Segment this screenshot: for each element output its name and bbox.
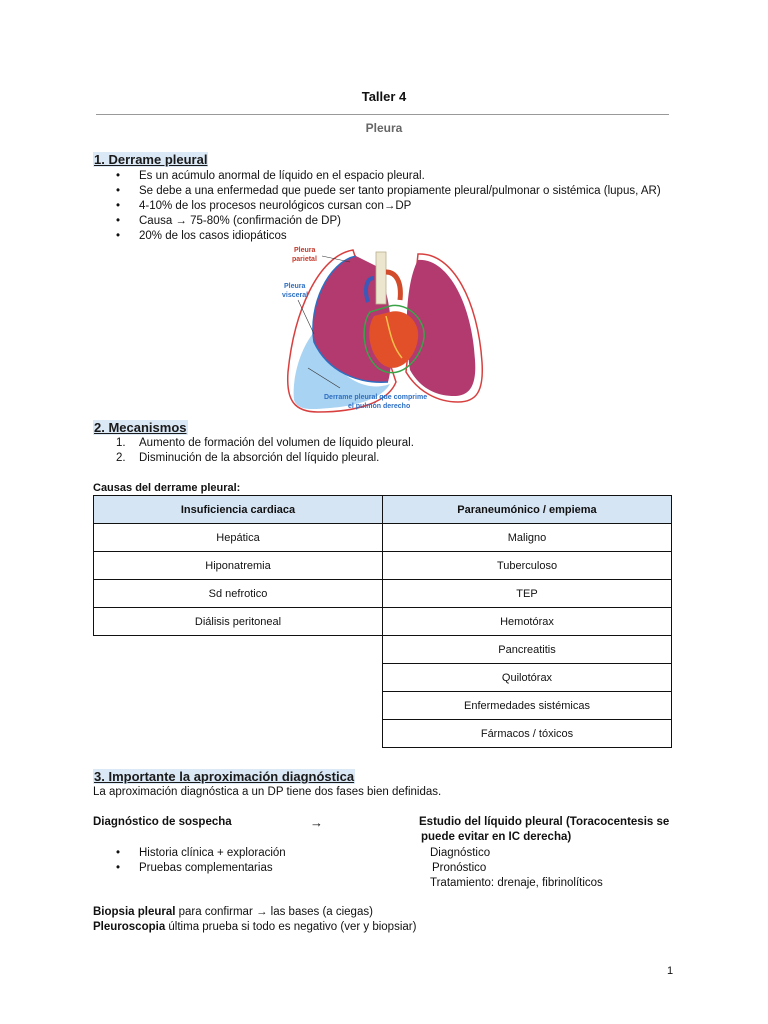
section-2-item: Aumento de formación del volumen de líquido pleural. [139, 437, 414, 449]
table-empty-cell [94, 636, 383, 664]
table-cell: Hiponatremia [94, 552, 383, 580]
right-item: Tratamiento: drenaje, fibrinolíticos [430, 877, 603, 889]
right-title-line-1: Estudio del líquido pleural (Toracocentesis se [419, 816, 670, 828]
bullet-icon: • [116, 215, 121, 227]
left-item: Historia clínica + exploración [139, 847, 286, 859]
right-title-line-2: puede evitar en IC derecha) [421, 831, 572, 843]
arrow-icon: → [310, 815, 323, 830]
bullet-icon: • [116, 185, 121, 197]
table-empty-cell [94, 720, 383, 748]
section-3-intro: La aproximación diagnóstica a un DP tiene dos fases bien definidas. [93, 786, 442, 798]
figure-caption: Derrame pleural que comprime [324, 394, 428, 401]
section-1-bullet: 20% de los casos idiopáticos [139, 230, 287, 242]
table-header: Paraneumónico / empiema [383, 496, 672, 524]
bullet-icon: • [116, 170, 121, 182]
svg-text:parietal: parietal [292, 256, 317, 263]
table-cell: Tuberculoso [383, 552, 672, 580]
pleuroscopia-line: Pleuroscopia última prueba si todo es negativo (ver y biopsiar) [93, 921, 417, 933]
table-cell: Diálisis peritoneal [94, 608, 383, 636]
section-2-item: Disminución de la absorción del líquido pleural. [139, 452, 380, 464]
table-empty-cell [94, 692, 383, 720]
svg-text:visceral: visceral [282, 292, 309, 299]
section-1-bullet: Es un acúmulo anormal de líquido en el espacio pleural. [139, 170, 425, 182]
bullet-icon: • [116, 847, 121, 859]
table-cell: Pancreatitis [383, 636, 672, 664]
list-number: 2. [116, 452, 126, 464]
label-pleura-visceral: Pleura [284, 283, 306, 290]
section-3-heading: 3. Importante la aproximación diagnóstica [94, 769, 355, 784]
biopsia-line: Biopsia pleural para confirmar → las bases (a ciegas) [93, 906, 373, 918]
bullet-icon: • [116, 230, 121, 242]
title-divider [96, 114, 669, 115]
table-empty-cell [94, 664, 383, 692]
section-1-bullet: Se debe a una enfermedad que puede ser tanto propiamente pleural/pulmonar o sistémica (lupus, AR) [139, 185, 661, 197]
table-cell: Maligno [383, 524, 672, 552]
causes-table [93, 495, 672, 748]
table-header: Insuficiencia cardiaca [94, 496, 383, 524]
table-cell: Enfermedades sistémicas [383, 692, 672, 720]
section-1-bullet: 4-10% de los procesos neurológicos cursan con→DP [139, 200, 412, 212]
section-1-bullet: Causa → 75-80% (confirmación de DP) [139, 215, 341, 227]
table-cell: Hepática [94, 524, 383, 552]
bullet-icon: • [116, 862, 121, 874]
right-item: Diagnóstico [430, 847, 491, 859]
left-title: Diagnóstico de sospecha [93, 816, 232, 828]
table-cell: TEP [383, 580, 672, 608]
causes-title: Causas del derrame pleural: [93, 482, 241, 494]
label-pleura-parietal: Pleura [294, 247, 316, 254]
table-cell: Sd nefrotico [94, 580, 383, 608]
section-1-heading: 1. Derrame pleural [94, 152, 208, 167]
section-2-heading: 2. Mecanismos [94, 420, 187, 435]
table-cell: Fármacos / tóxicos [383, 720, 672, 748]
svg-text:el pulmón derecho: el pulmón derecho [348, 403, 411, 410]
page-subtitle: Pleura [365, 121, 403, 135]
lung-illustration [278, 242, 488, 417]
table-cell: Hemotórax [383, 608, 672, 636]
list-number: 1. [116, 437, 126, 449]
table-cell: Quilotórax [383, 664, 672, 692]
left-item: Pruebas complementarias [139, 862, 273, 874]
bullet-icon: • [116, 200, 121, 212]
page-title: Taller 4 [361, 89, 407, 104]
right-item: Pronóstico [432, 862, 487, 874]
page-number: 1 [667, 965, 674, 977]
